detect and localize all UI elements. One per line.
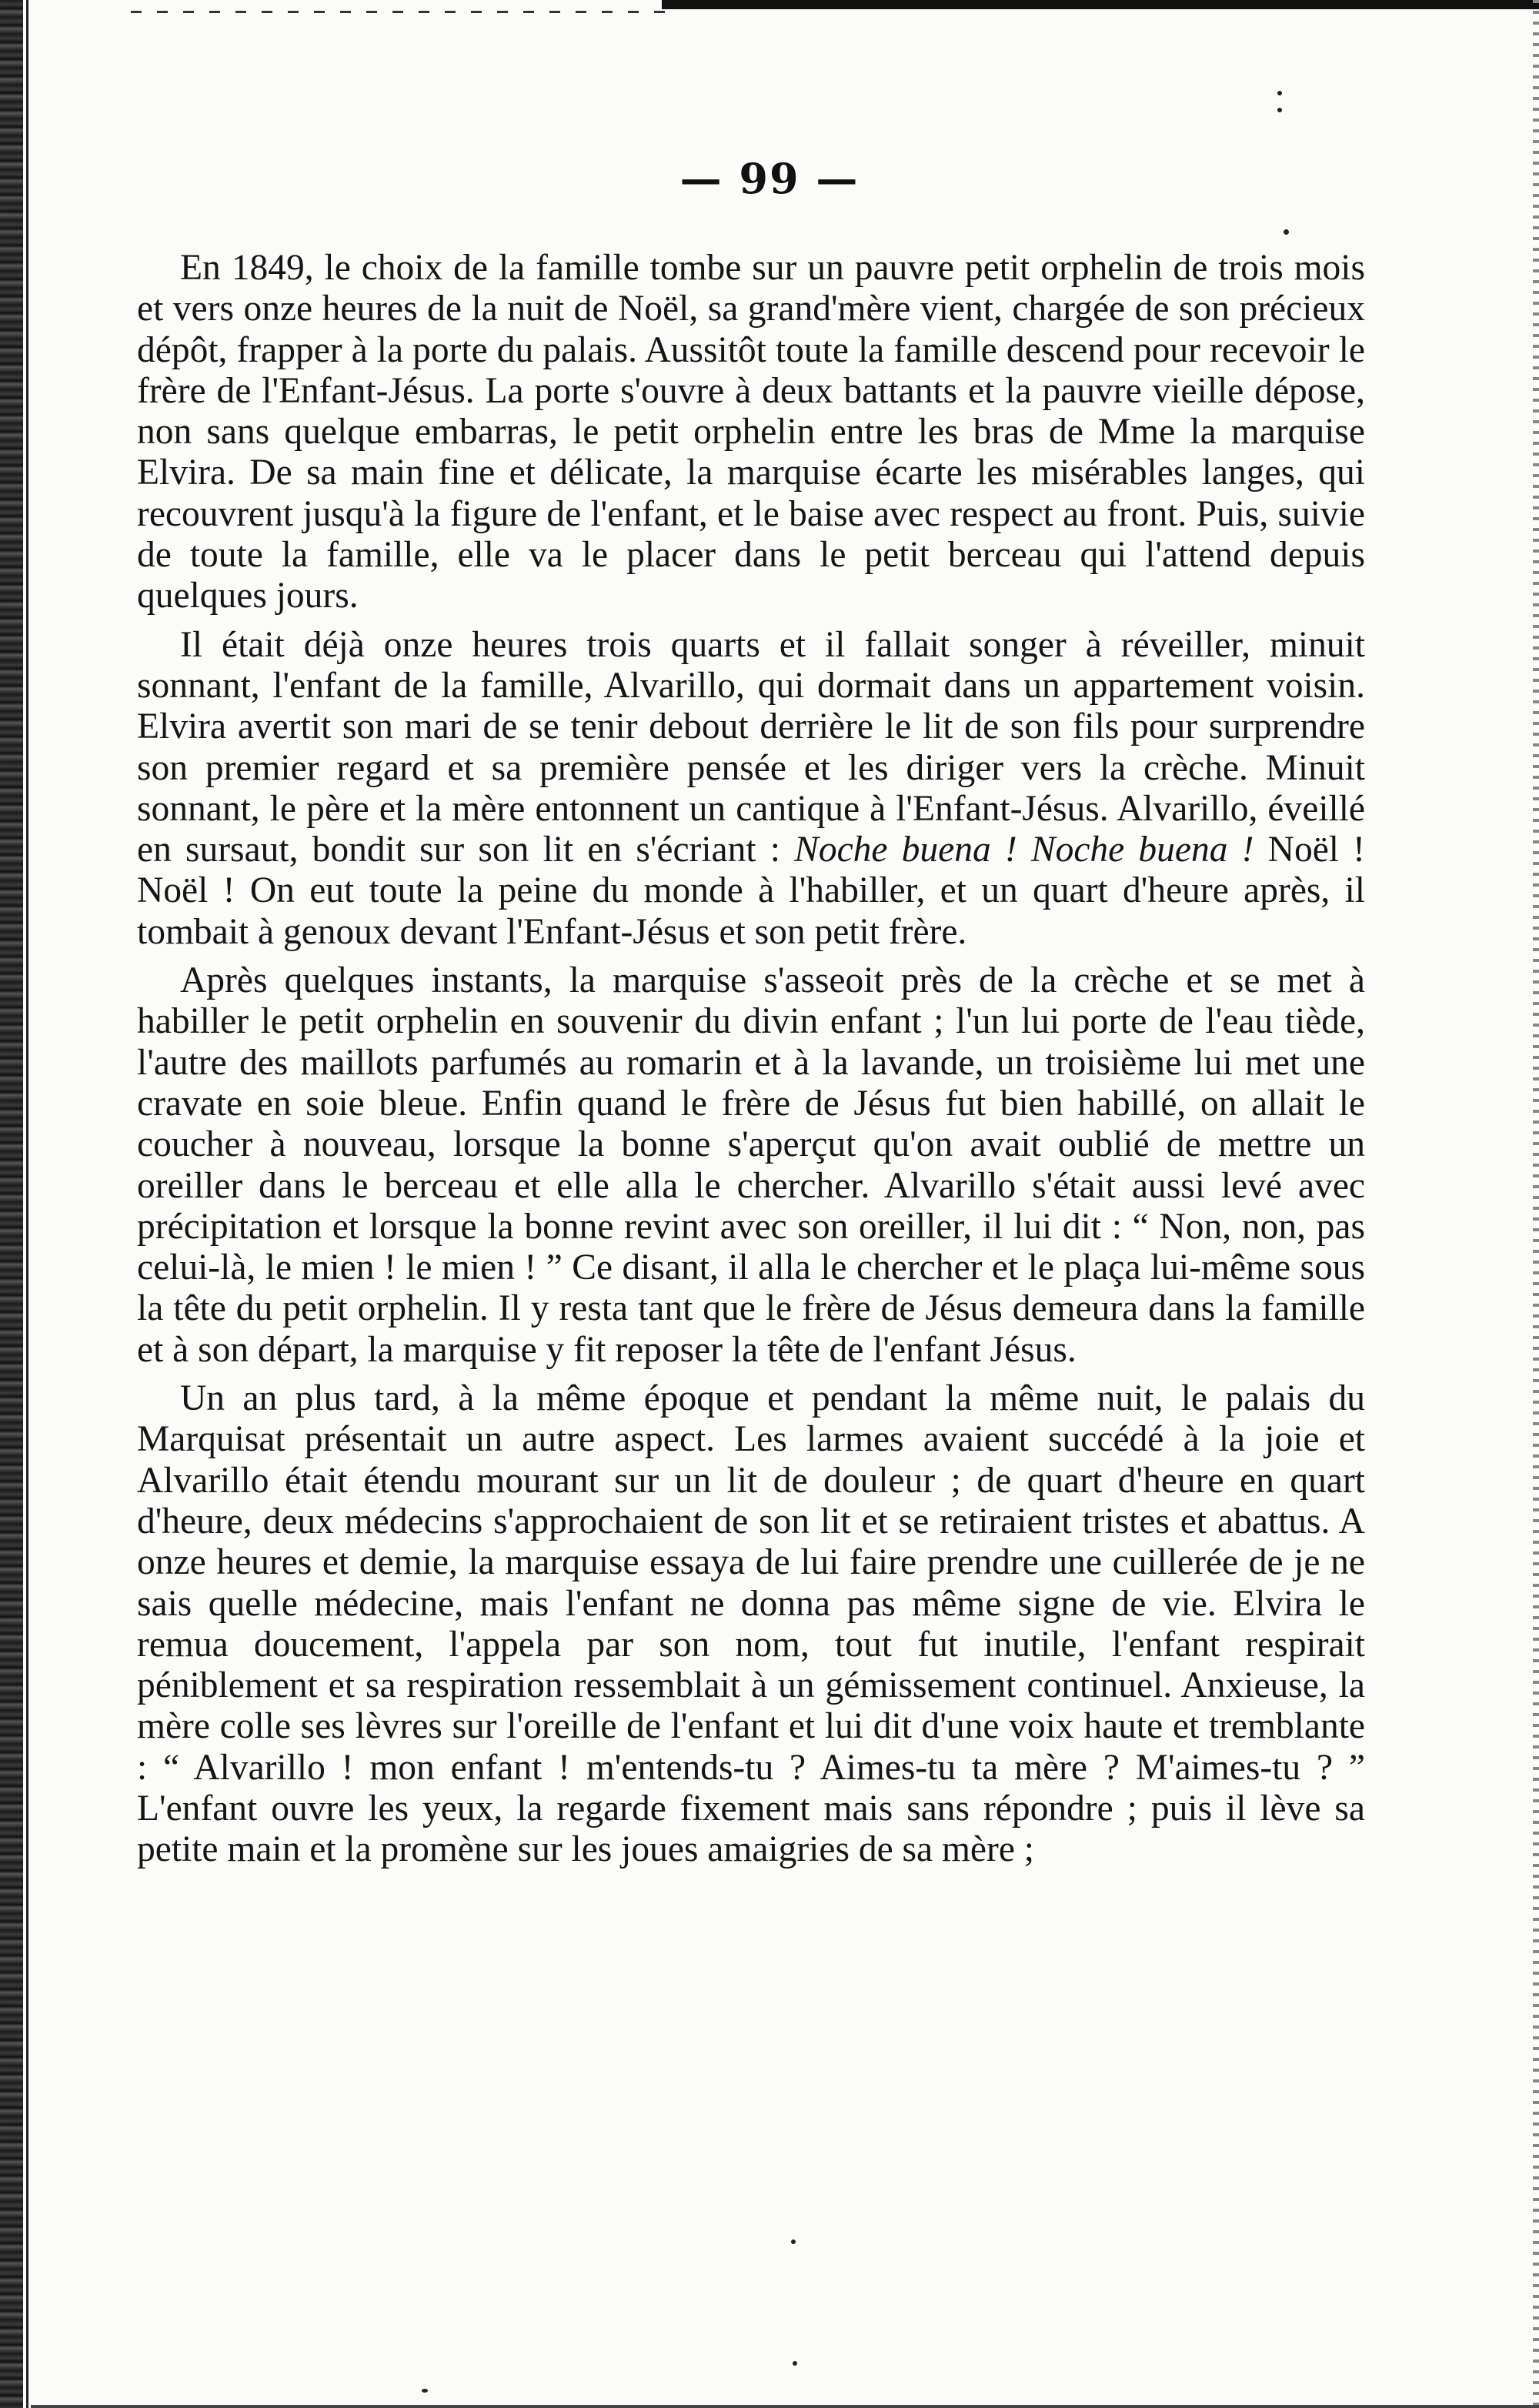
ink-speck [1284, 229, 1289, 235]
top-edge-dashes [131, 11, 669, 13]
paragraph-4: Un an plus tard, à la même époque et pendant la même nuit, le palais du Marquisat présentait un autre aspect. Les larmes avaient succédé à la joie et Alvarillo était étendu mourant sur un lit de douleur ; de quart d'heure en quart d'heure, deux médecins s'approchaient de son lit et se retiraient tristes et abattus. A onze heures et demie, la marquise essaya de lui faire prendre une cuillerée de je ne sais quelle médecine, mais l'enfant ne donna pas même signe de vie. Elvira le remua doucement, l'appela par son nom, tout fut inutile, l'enfant respirait péniblement et sa respiration ressemblait à un gémissement continuel. Anxieuse, la mère colle ses lèvres sur l'oreille de l'enfant et lui dit d'une voix haute et tremblante : “ Alvarillo ! mon enfant ! m'entends-tu ? Aimes-tu ta mère ? M'aimes-tu ? ” L'enfant ouvre les yeux, la regarde fixement mais sans répondre ; puis il lève sa petite main et la promène sur les joues amaigries de sa mère ; [137, 1378, 1365, 1870]
ink-speck [793, 2361, 797, 2366]
bottom-edge-rule [31, 2405, 1539, 2408]
paragraph-2-after: Noël ! Noël ! On eut toute la peine du monde à l'habiller, et un quart d'heure après, il tombait à genoux devant l'Enfant-Jésus et son petit frère. [137, 830, 1365, 952]
right-edge-marks [1533, 0, 1539, 2408]
paragraph-3: Après quelques instants, la marquise s'asseoit près de la crèche et se met à habiller le petit orphelin en souvenir du divin enfant ; l'un lui porte de l'eau tiède, l'autre des maillots parfumés au romarin et à la lavande, un troisième lui met une cravate en soie bleue. Enfin quand le frère de Jésus fut bien habillé, on allait le coucher à nouveau, lorsque la bonne s'aperçut qu'on avait oublié de mettre un oreiller dans le berceau et elle alla le chercher. Alvarillo s'était aussi levé avec précipitation et lorsque la bonne revint avec son oreiller, il lui dit : “ Non, non, pas celui-là, le mien ! le mien ! ” Ce disant, il alla le chercher et le plaça lui-même sous la tête du petit orphelin. Il y resta tant que le frère de Jésus demeura dans la famille et à son départ, la marquise y fit reposer la tête de l'enfant Jésus. [137, 960, 1365, 1370]
paragraph-2-before: Il était déjà onze heures trois quarts et il fallait songer à réveiller, minuit sonnant, l'enfant de la famille, Alvarillo, qui dormait dans un appartement voisin. Elvira avertit son mari de se tenir debout derrière le lit de son fils pour surprendre son premier regard et sa première pensée et les diriger vers la crèche. Minuit sonnant, le père et la mère entonnent un cantique à l'Enfant-Jésus. Alvarillo, éveillé en sursaut, bondit sur son lit en s'écriant : [137, 624, 1365, 870]
binding-line [26, 0, 28, 2408]
top-edge-rule [662, 0, 1539, 9]
paragraph-2-italic: Noche buena ! Noche buena ! [794, 830, 1254, 870]
page-number: — 99 — [679, 154, 860, 203]
ink-speck [791, 2239, 796, 2244]
paragraph-2 [137, 625, 1365, 953]
body-text [137, 248, 1365, 1871]
ink-speck [1277, 108, 1282, 112]
paragraph-1: En 1849, le choix de la famille tombe sur un pauvre petit orphelin de trois mois et vers onze heures de la nuit de Noël, sa grand'mère vient, chargée de son précieux dépôt, frapper à la porte du palais. Aussitôt toute la famille descend pour recevoir le frère de l'Enfant-Jésus. La porte s'ouvre à deux battants et la pauvre vieille dépose, non sans quelque embarras, le petit orphelin entre les bras de Mme la marquise Elvira. De sa main fine et délicate, la marquise écarte les misérables langes, qui recouvrent jusqu'à la figure de l'enfant, et le baise avec respect au front. Puis, suivie de toute la famille, elle va le placer dans le petit berceau qui l'attend depuis quelques jours. [137, 248, 1365, 616]
binding-edge [0, 0, 23, 2408]
ink-speck [422, 2389, 428, 2393]
ink-speck [1277, 91, 1282, 95]
